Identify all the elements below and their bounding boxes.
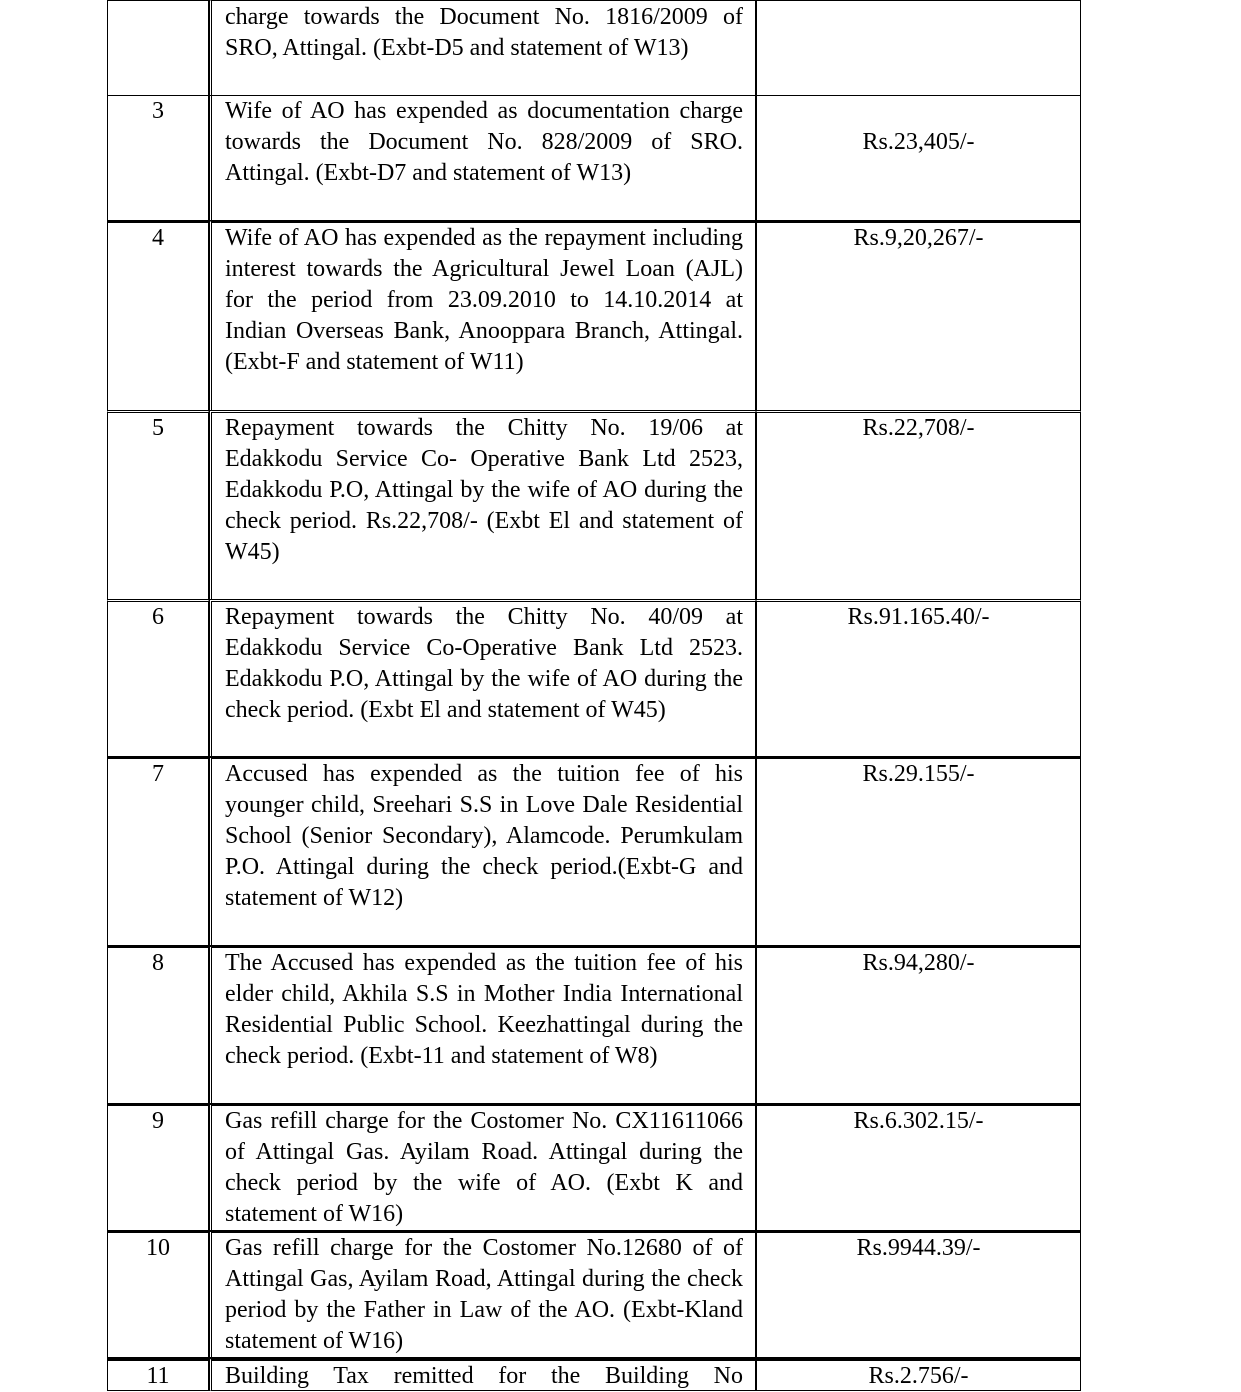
description-text: Accused has expended as the tuition fee of his younger child, Sreehari S.S in Love Dale Residential School (Senior Secondary), Alamcode. Perumkulam P.O. Attingal during the check period.(Exbt-G and statement of W12) bbox=[225, 761, 743, 912]
description-text: Wife of AO has expended as the repayment including interest towards the Agricultural Jewel Loan (AJL) for the period from 23.09.2010 to 14.10.2014 at Indian Overseas Bank, Anooppara Branch, Attingal.(Exbt-F and statement of W11) bbox=[225, 225, 743, 376]
serial-number-cell bbox=[107, 1230, 209, 1359]
description-text: Wife of AO has expended as documentation charge towards the Document No. 828/2009 of SRO. Attingal. (Exbt-D7 and statement of W13) bbox=[225, 98, 743, 187]
serial-number: 6 bbox=[152, 604, 164, 630]
amount-cell bbox=[756, 599, 1081, 758]
serial-number: 10 bbox=[146, 1235, 170, 1261]
amount-text: Rs.23,405/- bbox=[862, 129, 975, 155]
serial-number-cell bbox=[107, 95, 209, 222]
serial-number: 7 bbox=[152, 761, 164, 787]
table-row bbox=[107, 95, 1081, 222]
amount-cell bbox=[756, 410, 1081, 600]
table-row bbox=[107, 0, 1081, 96]
table-row bbox=[107, 1230, 1081, 1359]
serial-number-cell bbox=[107, 945, 209, 1105]
description-cell bbox=[209, 410, 756, 600]
serial-number-cell bbox=[107, 756, 209, 947]
amount-text: Rs.29.155/- bbox=[862, 761, 975, 787]
amount-text: Rs.9,20,267/- bbox=[853, 225, 984, 251]
description-text: Gas refill charge for the Costomer No. CX11611066 of Attingal Gas. Ayilam Road. Attingal during the check period by the wife of AO. (Exbt K and statement of W16) bbox=[225, 1108, 743, 1228]
serial-number: 9 bbox=[152, 1108, 164, 1134]
amount-cell bbox=[756, 220, 1081, 411]
table-row bbox=[107, 1103, 1081, 1232]
table-row bbox=[107, 756, 1081, 947]
amount-cell bbox=[756, 756, 1081, 947]
table-row bbox=[107, 599, 1081, 758]
description-cell bbox=[209, 756, 756, 947]
description-text: charge towards the Document No. 1816/2009 of SRO, Attingal. (Exbt-D5 and statement of W13) bbox=[225, 4, 743, 62]
amount-cell bbox=[756, 1103, 1081, 1232]
description-cell bbox=[209, 599, 756, 758]
serial-number-cell bbox=[107, 1103, 209, 1232]
description-text: Repayment towards the Chitty No. 19/06 at Edakkodu Service Co- Operative Bank Ltd 2523, Edakkodu P.O, Attingal by the wife of AO during the check period. Rs.22,708/- (Exbt El and statement of W45) bbox=[225, 415, 743, 566]
description-cell bbox=[209, 220, 756, 411]
amount-text: Rs.91.165.40/- bbox=[847, 604, 990, 630]
description-cell bbox=[209, 1357, 756, 1391]
table-row bbox=[107, 410, 1081, 600]
table-row bbox=[107, 1357, 1081, 1391]
amount-cell bbox=[756, 1357, 1081, 1391]
table-row bbox=[107, 220, 1081, 411]
amount-text: Rs.94,280/- bbox=[862, 950, 975, 976]
amount-cell bbox=[756, 0, 1081, 96]
description-text: Building Tax remitted for the Building No bbox=[225, 1363, 743, 1389]
amount-text: Rs.6.302.15/- bbox=[853, 1108, 984, 1134]
description-text: The Accused has expended as the tuition fee of his elder child, Akhila S.S in Mother India International Residential Public School. Keezhattingal during the check period. (Exbt-11 and statement of W8) bbox=[225, 950, 743, 1070]
serial-number-cell bbox=[107, 410, 209, 600]
amount-text: Rs.2.756/- bbox=[868, 1363, 969, 1389]
table-row bbox=[107, 945, 1081, 1105]
serial-number-cell bbox=[107, 220, 209, 411]
amount-text: Rs.9944.39/- bbox=[856, 1235, 981, 1261]
description-cell bbox=[209, 1103, 756, 1232]
serial-number-cell bbox=[107, 1357, 209, 1391]
amount-text: Rs.22,708/- bbox=[862, 415, 975, 441]
serial-number-cell bbox=[107, 599, 209, 758]
description-cell bbox=[209, 0, 756, 96]
amount-cell bbox=[756, 945, 1081, 1105]
description-text: Gas refill charge for the Costomer No.12680 of of Attingal Gas, Ayilam Road, Attingal during the check period by the Father in Law of the AO. (Exbt-Kland statement of W16) bbox=[225, 1235, 743, 1355]
description-cell bbox=[209, 1230, 756, 1359]
serial-number: 3 bbox=[152, 98, 164, 124]
description-cell bbox=[209, 95, 756, 222]
serial-number: 4 bbox=[152, 225, 164, 251]
description-text: Repayment towards the Chitty No. 40/09 at Edakkodu Service Co-Operative Bank Ltd 2523. Edakkodu P.O, Attingal by the wife of AO during the check period. (Exbt El and statement of W45) bbox=[225, 604, 743, 724]
serial-number: 5 bbox=[152, 415, 164, 441]
serial-number-cell bbox=[107, 0, 209, 96]
description-cell bbox=[209, 945, 756, 1105]
amount-cell bbox=[756, 1230, 1081, 1359]
serial-number: 11 bbox=[146, 1363, 170, 1389]
amount-cell bbox=[756, 95, 1081, 222]
serial-number: 8 bbox=[152, 950, 164, 976]
